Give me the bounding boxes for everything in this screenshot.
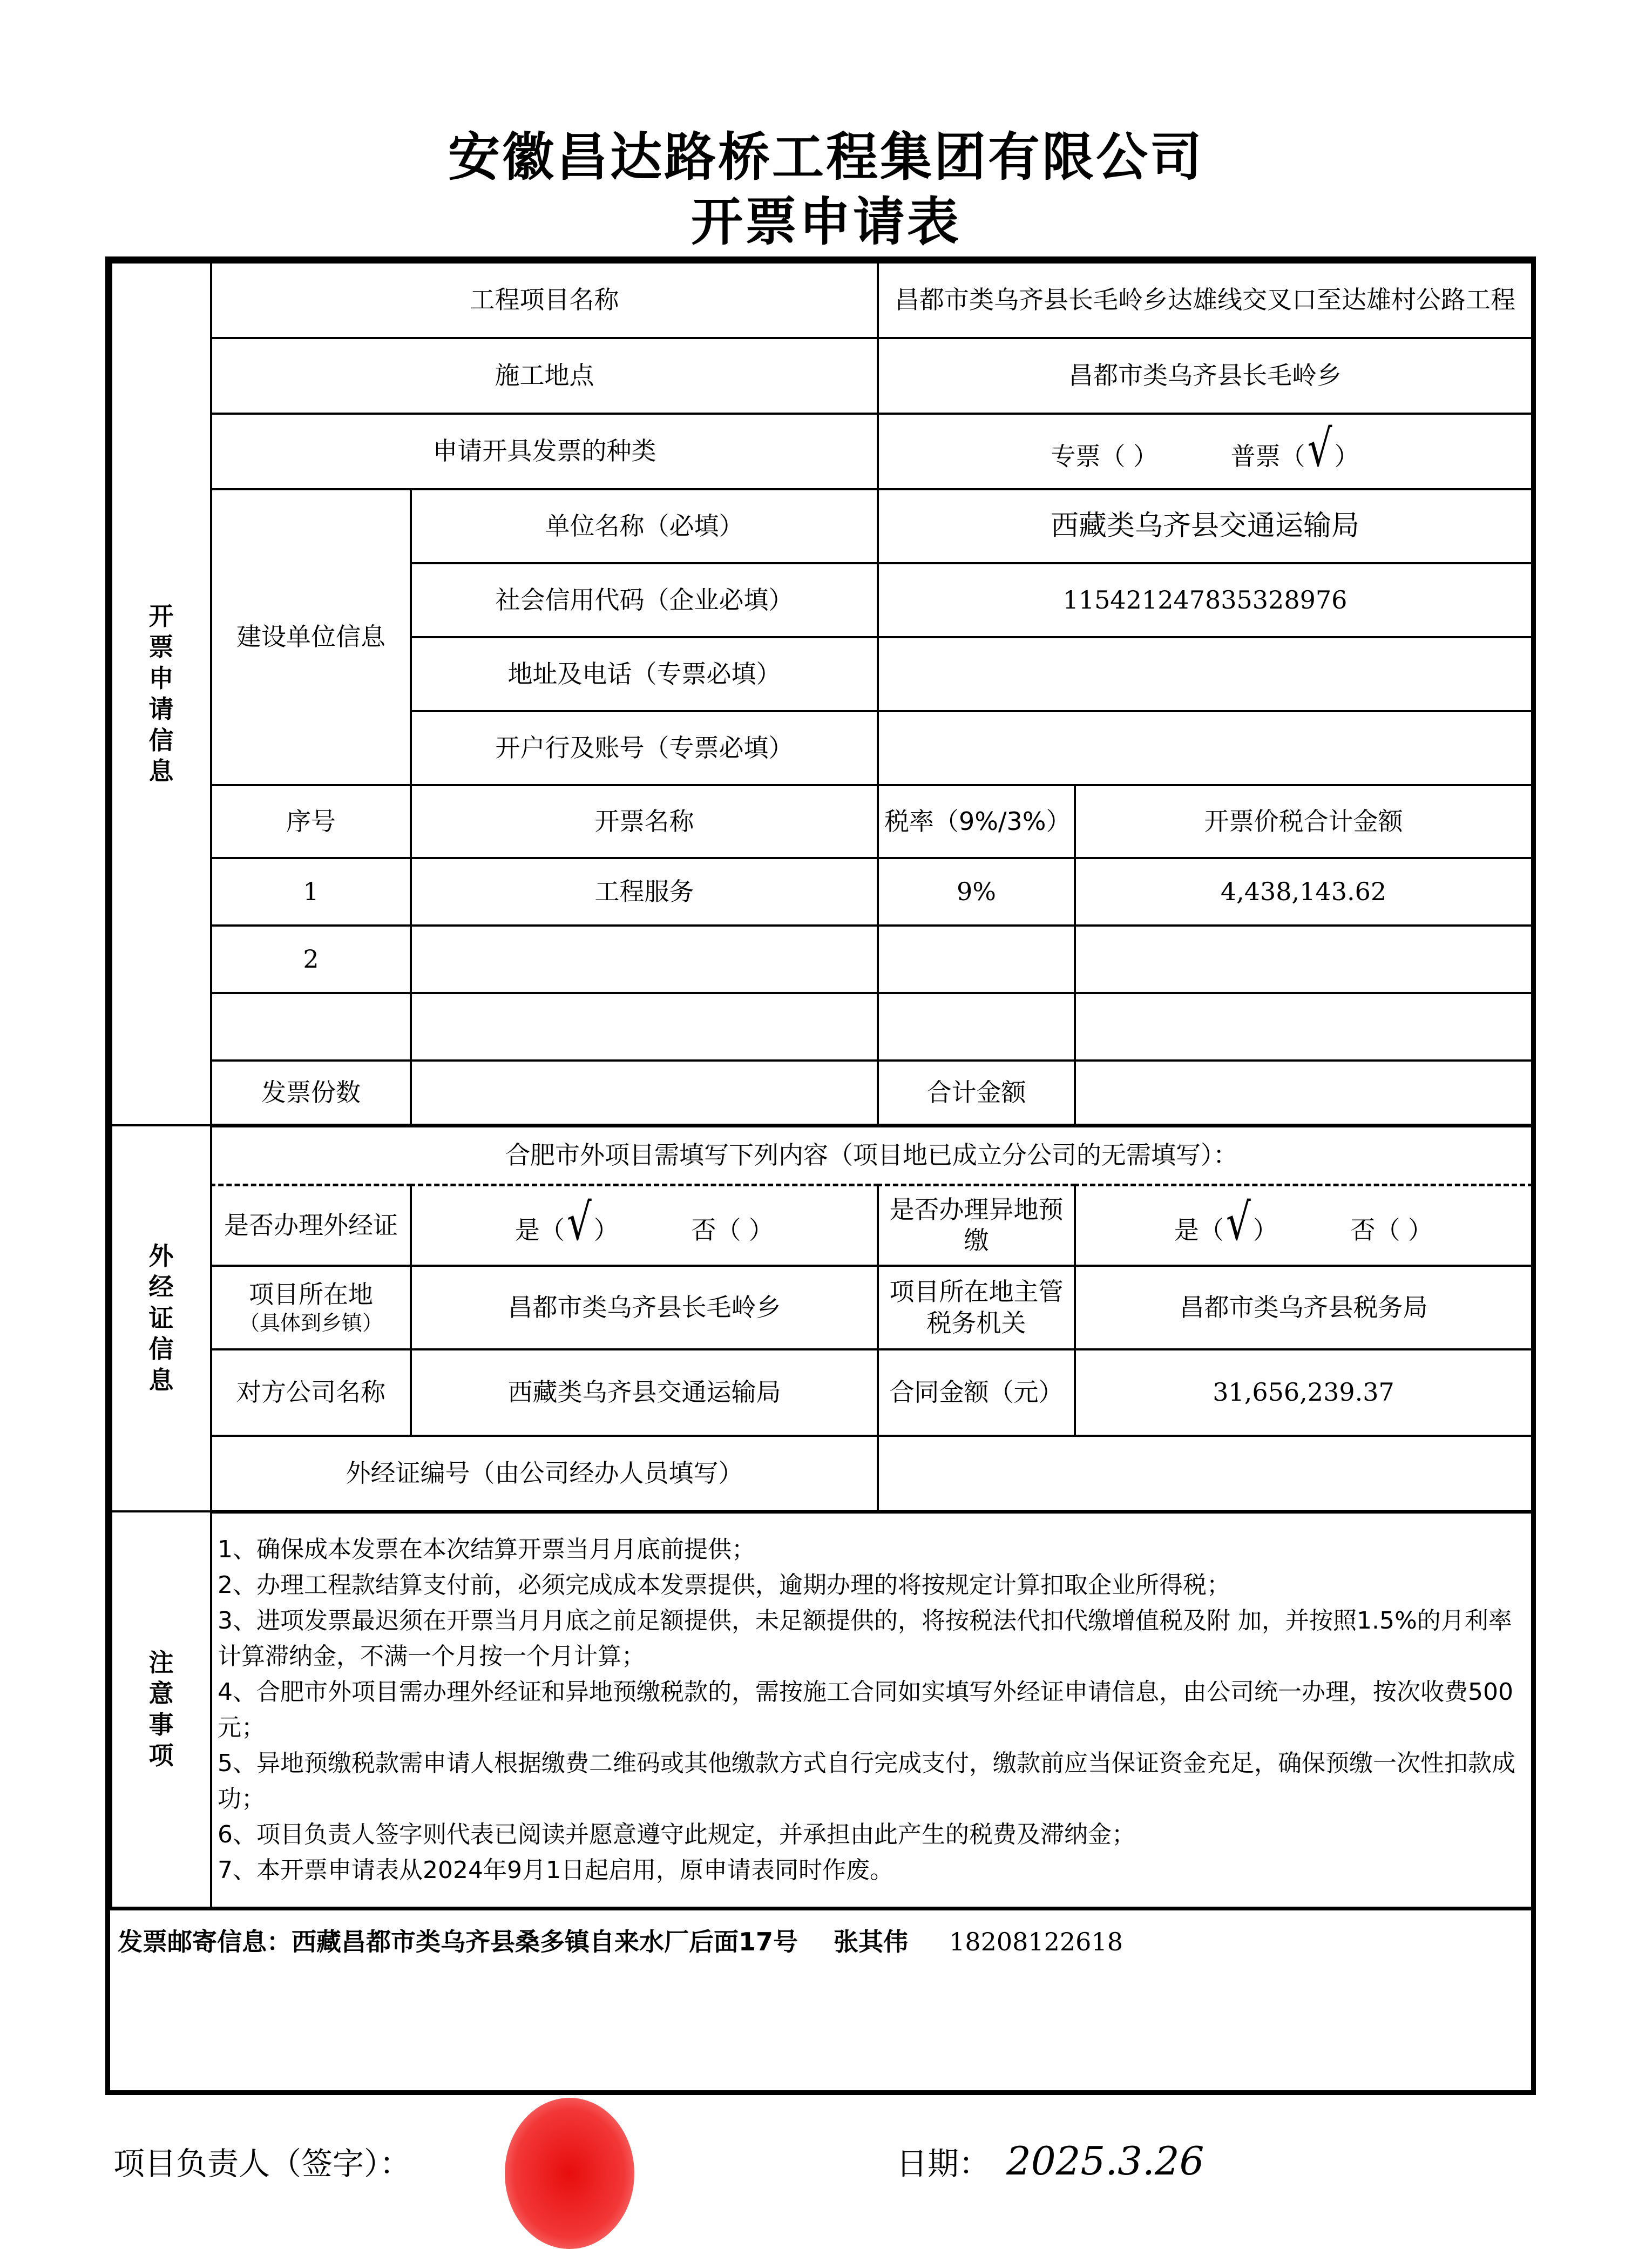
mailing-address: 西藏昌都市类乌齐县桑多镇自来水厂后面17号: [292, 1927, 798, 1956]
date-field[interactable]: [896, 2138, 1204, 2184]
tax-office-label: 项目所在地主管税务机关: [878, 1266, 1075, 1349]
builder-group-label: 建设单位信息: [211, 489, 411, 785]
mailing-info: 发票邮寄信息：西藏昌都市类乌齐县桑多镇自来水厂后面17号 张其伟 18208122618: [118, 1927, 1123, 1956]
total-amount-value[interactable]: [1075, 1061, 1532, 1125]
invoice-type-options: [878, 414, 1532, 489]
row-name[interactable]: [411, 926, 878, 993]
permit-options: [411, 1185, 878, 1266]
invoice-count-value[interactable]: [411, 1061, 878, 1125]
note-item: 3、进项发票最迟须在开票当月月底之前足额提供，未足额提供的，将按税法代扣代缴增值税及附 加，并按照1.5%的月利率计算滞纳金，不满一个月按一个月计算；: [218, 1606, 1512, 1670]
project-name-label: 工程项目名称: [211, 262, 878, 338]
check-mark-icon: √: [1307, 418, 1332, 478]
form-title: 开票申请表: [691, 192, 961, 252]
date-value: 2025.3.26: [1006, 2138, 1204, 2184]
row-no: 2: [211, 926, 411, 993]
permit-number-label: 外经证编号（由公司经办人员填写）: [211, 1436, 878, 1511]
project-location-value[interactable]: 昌都市类乌齐县长毛岭乡: [411, 1266, 878, 1349]
permit-question-label: 是否办理外经证: [211, 1185, 411, 1266]
table-row: [111, 926, 1532, 993]
tax-office-value[interactable]: 昌都市类乌齐县税务局: [1075, 1266, 1532, 1349]
check-mark-icon: √: [1226, 1192, 1251, 1252]
row-amount[interactable]: 4,438,143.62: [1075, 858, 1532, 926]
row-amount[interactable]: [1075, 926, 1532, 993]
credit-code-value[interactable]: 115421247835328976: [878, 563, 1532, 637]
special-invoice-option[interactable]: 专票（ ）: [1051, 442, 1159, 471]
permit-no-option[interactable]: 否（ ）: [691, 1215, 774, 1245]
row-no: 1: [211, 858, 411, 926]
note-item: 7、本开票申请表从2024年9月1日起启用，原申请表同时作废。: [218, 1856, 893, 1884]
note-item: 5、异地预缴税款需申请人根据缴费二维码或其他缴款方式自行完成支付，缴款前应当保证资金充足，确保预缴一次性扣款成功；: [218, 1749, 1515, 1813]
unit-name-value[interactable]: 西藏类乌齐县交通运输局: [878, 489, 1532, 563]
site-value[interactable]: 昌都市类乌齐县长毛岭乡: [878, 338, 1532, 414]
project-name-value[interactable]: 昌都市类乌齐县长毛岭乡达雄线交叉口至达雄村公路工程: [878, 262, 1532, 338]
col-header-amount: 开票价税合计金额: [1075, 785, 1532, 858]
note-item: 1、确保成本发票在本次结算开票当月月底前提供；: [218, 1535, 755, 1563]
company-title: 安徽昌达路桥工程集团有限公司: [448, 127, 1204, 187]
col-header-no: 序号: [211, 785, 411, 858]
row-no: [211, 993, 411, 1061]
col-header-name: 开票名称: [411, 785, 878, 858]
row-rate[interactable]: 9%: [878, 858, 1075, 926]
row-name[interactable]: 工程服务: [411, 858, 878, 926]
counterparty-label: 对方公司名称: [211, 1349, 411, 1436]
row-amount[interactable]: [1075, 993, 1532, 1061]
table-row: [111, 993, 1532, 1061]
note-item: 2、办理工程款结算支付前，必须完成成本发票提供，逾期办理的将按规定计算扣取企业所得税；: [218, 1571, 1230, 1599]
total-amount-label: 合计金额: [878, 1061, 1075, 1125]
contract-amount-label: 合同金额（元）: [878, 1349, 1075, 1436]
address-phone-value[interactable]: [878, 637, 1532, 711]
row-name[interactable]: [411, 993, 878, 1061]
col-header-rate: 税率（9%/3%）: [878, 785, 1075, 858]
out-permit-intro: 合肥市外项目需填写下列内容（项目地已成立分公司的无需填写）：: [211, 1125, 1532, 1185]
permit-number-value[interactable]: [878, 1436, 1532, 1511]
notes-list: [211, 1511, 1532, 1908]
table-row: [111, 858, 1532, 926]
credit-code-label: 社会信用代码（企业必填）: [411, 563, 878, 637]
prepay-no-option[interactable]: 否（ ）: [1350, 1215, 1433, 1245]
signature-field[interactable]: [113, 2138, 411, 2184]
unit-name-label: 单位名称（必填）: [411, 489, 878, 563]
signature-label: 项目负责人（签字）：: [113, 2145, 411, 2182]
prepay-yes-option[interactable]: 是（√）: [1174, 1201, 1278, 1250]
address-phone-label: 地址及电话（专票必填）: [411, 637, 878, 711]
mailing-phone: 18208122618: [949, 1927, 1123, 1956]
counterparty-value[interactable]: 西藏类乌齐县交通运输局: [411, 1349, 878, 1436]
note-item: 6、项目负责人签字则代表已阅读并愿意遵守此规定，并承担由此产生的税费及滞纳金；: [218, 1820, 1135, 1848]
note-item: 4、合肥市外项目需办理外经证和异地预缴税款的，需按施工合同如实填写外经证申请信息，由公司统一办理，按次收费500元；: [218, 1678, 1513, 1741]
project-location-label: 项目所在地 （具体到乡镇）: [211, 1266, 411, 1349]
invoice-type-label: 申请开具发票的种类: [211, 414, 878, 489]
mailing-recipient: 张其伟: [834, 1927, 909, 1956]
prepay-options: [1075, 1185, 1532, 1266]
section-out-permit-info: 外经证信息: [111, 1125, 211, 1511]
row-rate[interactable]: [878, 993, 1075, 1061]
normal-invoice-option[interactable]: 普票（√）: [1231, 427, 1359, 476]
section-invoice-info: 开票申请信息: [111, 262, 211, 1125]
invoice-application-form: [105, 256, 1536, 2095]
section-notes: 注意事项: [111, 1511, 211, 1908]
form-table: [110, 261, 1533, 2070]
bank-account-label: 开户行及账号（专票必填）: [411, 711, 878, 785]
site-label: 施工地点: [211, 338, 878, 414]
check-mark-icon: √: [566, 1192, 592, 1252]
permit-yes-option[interactable]: 是（√）: [515, 1201, 619, 1250]
contract-amount-value[interactable]: 31,656,239.37: [1075, 1349, 1532, 1436]
row-rate[interactable]: [878, 926, 1075, 993]
prepay-question-label: 是否办理异地预缴: [878, 1185, 1075, 1266]
bank-account-value[interactable]: [878, 711, 1532, 785]
invoice-count-label: 发票份数: [211, 1061, 411, 1125]
date-label: 日期：: [896, 2145, 991, 2182]
red-seal-stamp: [505, 2098, 634, 2249]
